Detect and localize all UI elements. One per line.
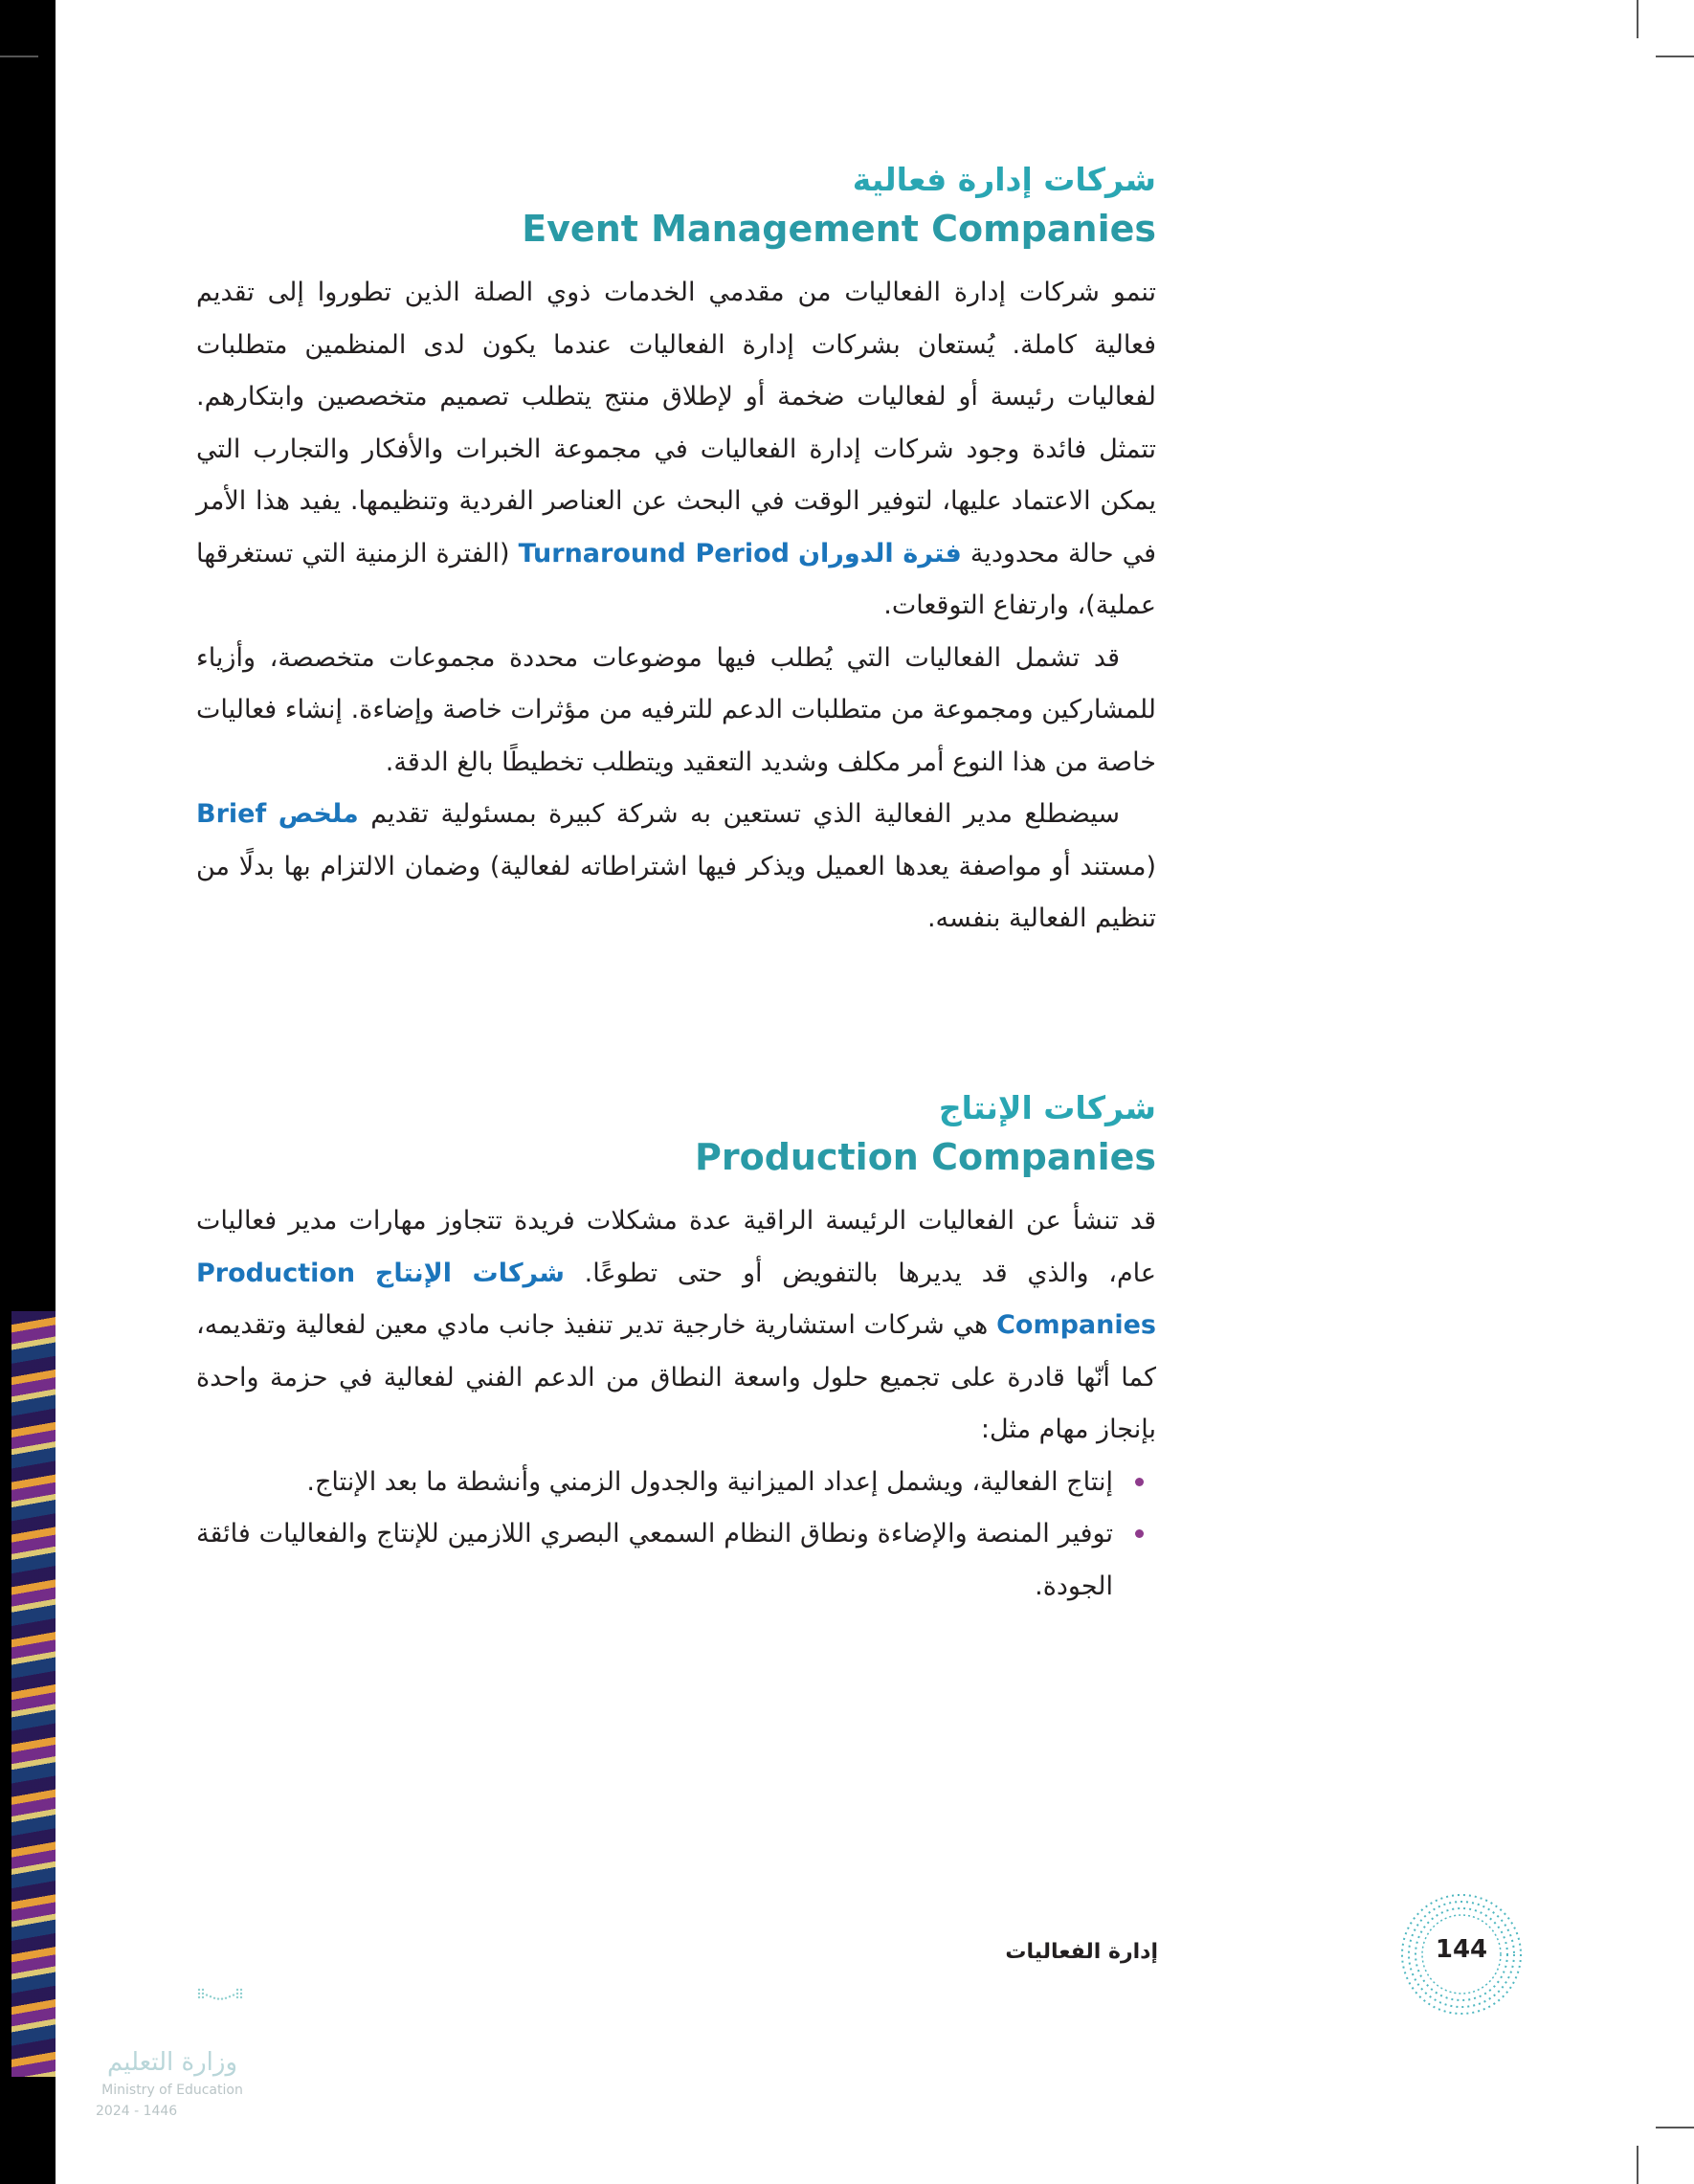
book-title: إدارة الفعاليات	[1005, 1940, 1158, 1964]
term-english: Production Companies	[196, 1258, 1156, 1340]
paragraph	[196, 789, 1156, 946]
paragraph-text: هي شركات استشارية خارجية تدير تنفيذ جانب مادي معين لفعالية وتقديمه، كما أنّها قادرة على تجميع حلول واسعة النطاق من الدعم الفني لفعالية في حزمة واحدة بإنجاز مهام مثل:	[196, 1310, 1156, 1444]
term-arabic: ملخص	[278, 799, 359, 829]
term-english: Brief	[196, 799, 267, 829]
paragraph	[196, 1195, 1156, 1457]
heading-english: Production Companies	[695, 1136, 1156, 1178]
bullet-icon	[1135, 1478, 1144, 1486]
section-production-companies	[196, 1089, 1156, 1613]
term-arabic: فترة الدوران	[798, 538, 962, 568]
ministry-logo-icon	[163, 1986, 316, 2043]
bullet-icon	[1135, 1529, 1144, 1538]
heading-english: Event Management Companies	[522, 208, 1156, 250]
list-item	[196, 1457, 1113, 1509]
list-item-text: توفير المنصة والإضاءة ونطاق النظام السمعي البصري اللازمين للإنتاج والفعاليات فائقة الجودة.	[196, 1519, 1113, 1601]
crop-mark	[1656, 2127, 1694, 2128]
paragraph: قد تشمل الفعاليات التي يُطلب فيها موضوعات محددة مجموعات متخصصة، وأزياء للمشاركين ومجموعة من متطلبات الدعم للترفيه من مؤثرات خاصة وإضاءة. إنشاء فعاليات خاصة من هذا النوع أمر مكلف وشديد التعقيد ويتطلب تخطيطًا بالغ الدقة.	[196, 642, 1156, 777]
list-item-text: إنتاج الفعالية، ويشمل إعداد الميزانية والجدول الزمني وأنشطة ما بعد الإنتاج.	[306, 1466, 1113, 1497]
paragraph	[196, 267, 1156, 633]
edition-year: 2024 - 1446	[96, 2104, 178, 2119]
term-english: Turnaround Period	[518, 538, 790, 568]
paragraph-text: قد تنشأ عن الفعاليات الرئيسة الراقية عدة مشكلات فريدة تتجاوز مهارات مدير فعاليات عام، والذي قد يديرها بالتفويض أو حتى تطوعًا.	[196, 1206, 1157, 1288]
heading-arabic: شركات الإنتاج	[938, 1089, 1156, 1126]
ministry-name-english: Ministry of Education	[101, 2083, 243, 2098]
page-number: 144	[1435, 1935, 1488, 1964]
section-event-management	[196, 161, 1156, 946]
crop-mark	[1637, 0, 1638, 38]
bullet-list	[196, 1457, 1156, 1614]
crop-mark	[0, 56, 38, 57]
heading-arabic: شركات إدارة فعالية	[852, 161, 1156, 198]
crop-mark	[1656, 56, 1694, 57]
paragraph-text: (الفترة الزمنية التي تستغرقها عملية)، وارتفاع التوقعات.	[196, 538, 1156, 620]
paragraph-text: سيضطلع مدير الفعالية الذي تستعين به شركة كبيرة بمسئولية تقديم	[370, 799, 1120, 829]
list-item	[196, 1508, 1113, 1613]
ministry-name-arabic: وزارة التعليم	[106, 2048, 238, 2077]
decorative-image-strip	[11, 1311, 56, 2077]
paragraph-text: (مستند أو مواصفة يعدها العميل ويذكر فيها اشتراطاته لفعالية) وضمان الالتزام بها بدلًا من تنظيم الفعالية بنفسه.	[196, 851, 1156, 933]
term-arabic: شركات الإنتاج	[374, 1258, 565, 1288]
paragraph-text: تنمو شركات إدارة الفعاليات من مقدمي الخدمات ذوي الصلة الذين تطوروا إلى تقديم فعالية كاملة. يُستعان بشركات إدارة الفعاليات عندما يكون لدى المنظمين متطلبات لفعاليات رئيسة أو لفعاليات ضخمة أو لإطلاق منتج يتطلب تصميم متخصصين وابتكارهم. تتمثل فائدة وجود شركات إدارة الفعاليات في مجموعة الخبرات والأفكار والتجارب التي يمكن الاعتماد عليها، لتوفير الوقت في البحث عن العناصر الفردية وتنظيمها. يفيد هذا الأمر في حالة محدودية	[196, 278, 1156, 568]
crop-mark	[1637, 2146, 1638, 2184]
